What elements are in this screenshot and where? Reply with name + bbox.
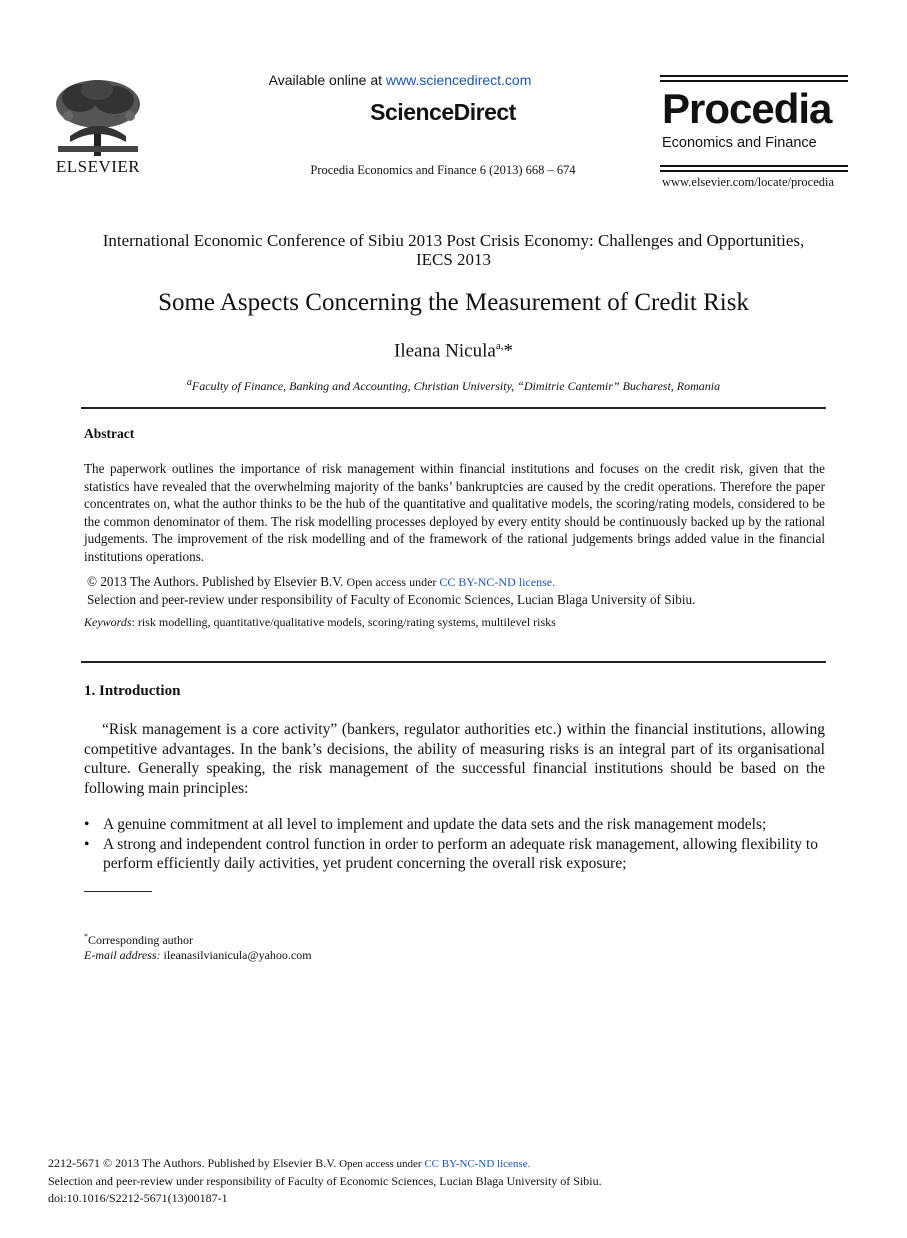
introduction-paragraph: “Risk management is a core activity” (bankers, regulator authorities etc.) within the financial institutions, allowing competitive advantages. In the bank’s decisions, the ability of measuring risks is an integral part of its organisational culture. Generally speaking, the risk management of the successful financial institutions should be based on the following main principles: (84, 721, 825, 797)
footnote-corresponding-text: Corresponding author (88, 933, 193, 947)
copyright-text: © 2013 The Authors. Published by Elsevier B.V. (87, 574, 344, 589)
copyright-row (87, 573, 827, 591)
affiliation (80, 377, 827, 394)
footer-peer-review: Selection and peer-review under responsibility of Faculty of Economic Sciences, Lucian Blaga University of Sibiu. (48, 1174, 602, 1188)
email-address[interactable]: ileanasilvianicula@yahoo.com (160, 948, 312, 962)
open-access-text: Open access under (343, 575, 440, 589)
keywords-label: Keywords (84, 615, 132, 629)
affiliation-text: Faculty of Finance, Banking and Accounting, Christian University, “Dimitrie Cantemir” Bucharest, Romania (191, 379, 721, 393)
abstract-text: The paperwork outlines the importance of risk management within financial institutions and focuses on the credit risk, given that the statistics have revealed that the overwhelming majority of the banks’ bankruptcies are caused by the credit operations. Therefore the paper concentrates on, what the author thinks to be the hub of the quantitative and qualitative models, the scoring/rating models, considered to be the common denominator of them. The risk modelling processes deployed by every entity should be continuously backed up by the rational judgements. The improvement of the risk modelling and of the framework of the rational judgements brings added value in the financial institutions operations. (84, 461, 825, 564)
available-online (200, 72, 600, 88)
elsevier-wordmark: ELSEVIER (55, 157, 141, 176)
paper-title: Some Aspects Concerning the Measurement of Credit Risk (158, 289, 749, 316)
list-item (84, 835, 825, 874)
procedia-rule-top (660, 75, 848, 77)
peer-review-text: Selection and peer-review under responsibility of Faculty of Economic Sciences, Lucian Blaga University of Sibiu. (87, 592, 696, 607)
page-footer (48, 1155, 848, 1207)
procedia-url[interactable]: www.elsevier.com/locate/procedia (662, 175, 835, 189)
conference-name: International Economic Conference of Sibiu 2013 Post Crisis Economy: Challenges and Opportunities, IECS 2013 (102, 231, 805, 269)
divider-top (81, 407, 826, 409)
list-item-text: A strong and independent control function in order to perform an adequate risk management, allowing flexibility to perform efficiently daily activities, yet prudent concerning the overall risk exposure; (103, 835, 818, 872)
procedia-subtitle: Economics and Finance (662, 135, 817, 151)
footnote-corresponding (84, 932, 193, 948)
available-prefix: Available online at (268, 72, 386, 88)
procedia-wordmark: Procedia (662, 85, 832, 132)
keywords-text: : risk modelling, quantitative/qualitative models, scoring/rating systems, multilevel risks (131, 615, 556, 629)
list-item (84, 815, 825, 835)
principles-list (84, 815, 825, 874)
sciencedirect-link[interactable]: www.sciencedirect.com (385, 72, 532, 88)
keywords (84, 615, 824, 630)
divider-bottom (81, 661, 826, 663)
footnote-rule (84, 891, 152, 892)
abstract-copyright (87, 573, 827, 608)
bullet-icon: • (84, 816, 90, 833)
sciencedirect-logo: ScienceDirect (370, 99, 516, 125)
author-name (200, 340, 707, 362)
author-affiliation-mark: a, (495, 340, 504, 352)
author-corresponding-mark: * (503, 340, 513, 362)
footer-doi[interactable]: doi:10.1016/S2212-5671(13)00187-1 (48, 1191, 228, 1205)
affiliation-mark: a (186, 377, 192, 388)
bullet-icon: • (84, 835, 90, 853)
procedia-rule-top-2 (660, 80, 848, 82)
introduction-heading: 1. Introduction (84, 683, 181, 699)
footer-issn: 2212-5671 © 2013 The Authors. Published by Elsevier B.V. (48, 1156, 337, 1170)
list-item-text: A genuine commitment at all level to implement and update the data sets and the risk management models; (103, 816, 767, 833)
footnote-star: * (84, 932, 88, 941)
footer-copyright-row (48, 1155, 848, 1173)
journal-reference: Procedia Economics and Finance 6 (2013) 668 – 674 (310, 163, 576, 177)
footer-open-access: Open access under (336, 1158, 425, 1170)
procedia-rule-bottom-2 (660, 170, 848, 172)
license-link[interactable]: CC BY-NC-ND license. (439, 575, 556, 589)
email-label: E-mail address: (84, 948, 161, 962)
footnote-email (84, 948, 312, 963)
procedia-logo (660, 75, 848, 193)
author-text: Ileana Nicula (394, 340, 496, 362)
footer-license-link[interactable]: CC BY-NC-ND license. (424, 1158, 531, 1170)
procedia-rule-bottom (660, 165, 848, 167)
abstract-heading: Abstract (84, 426, 135, 441)
